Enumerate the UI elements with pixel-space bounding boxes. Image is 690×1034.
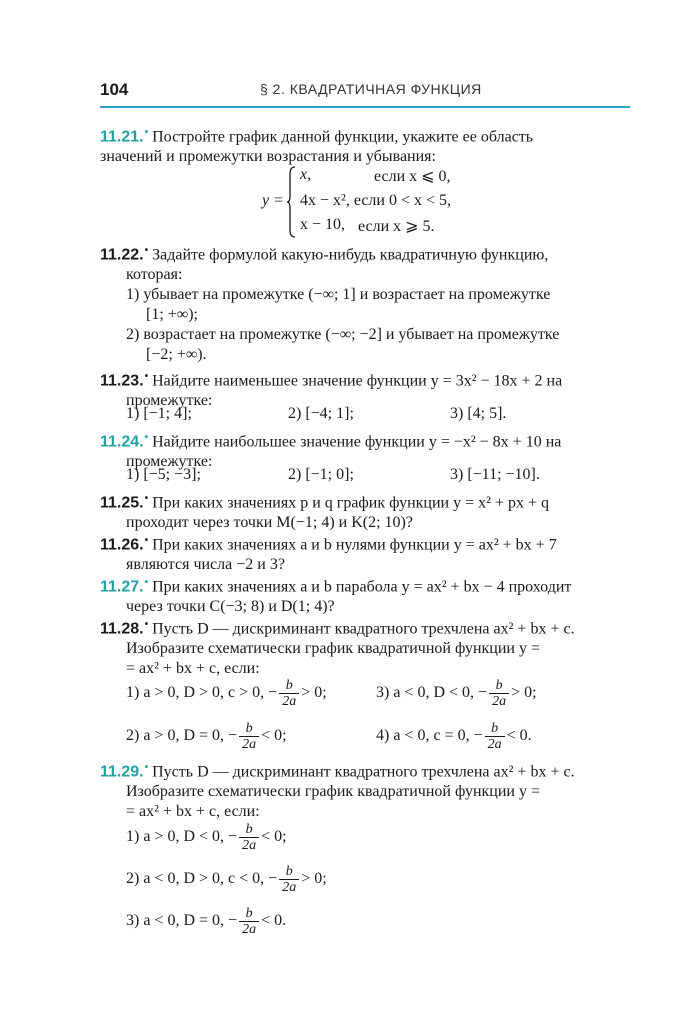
- condition-2: 2) a < 0, D > 0, c < 0, − $\frac{b}{2a}$ > 0;: [126, 864, 327, 895]
- exercise-number: 11.26.: [100, 536, 144, 554]
- exercise-11-22: 11.22.• Задайте формулой какую-нибудь квадратичную функцию, которая: 1) убывает на промежутке (−∞; 1] и возрастает на промежутке [1; +∞); 2) возрастает на промежутке (−∞; −2] и убывает на промежутке [−2; +∞).: [100, 245, 560, 364]
- exercise-number: 11.27.: [100, 578, 144, 596]
- exercise-number: 11.28.: [100, 620, 144, 638]
- condition-1: 1) a > 0, D > 0, c > 0, − $\frac{b}{2a}$ > 0;: [126, 678, 327, 709]
- exercise-11-27: 11.27.• При каких значениях a и b парабола y = ax² + bx − 4 проходит через точки C(−3; 8) и D(1; 4)?: [100, 577, 572, 616]
- piecewise-function: y = x, если x ⩽ 0, 4x − x², если 0 < x < 5, x − 10, если x ⩾ 5.: [262, 164, 502, 240]
- page-number: 104: [100, 80, 129, 99]
- condition-1: 1) a > 0, D < 0, − $\frac{b}{2a}$ < 0;: [126, 822, 287, 853]
- page-header: [100, 80, 630, 106]
- exercise-number: 11.29.: [100, 763, 144, 781]
- brace-icon: [286, 166, 296, 238]
- condition-2: 2) a > 0, D = 0, − $\frac{b}{2a}$ < 0;: [126, 721, 287, 752]
- condition-4: 4) a < 0, c = 0, − $\frac{b}{2a}$ < 0.: [376, 721, 532, 752]
- exercise-number: 11.22.: [100, 246, 144, 264]
- exercise-number: 11.23.: [100, 372, 144, 390]
- condition-3: 3) a < 0, D = 0, − $\frac{b}{2a}$ < 0.: [126, 906, 287, 937]
- header-rule: [100, 106, 630, 108]
- exercise-11-21: 11.21.• Постройте график данной функции, укажите ее область значений и промежутки возрастания и убывания:: [100, 127, 534, 166]
- exercise-number: 11.25.: [100, 494, 144, 512]
- exercise-number: 11.21.: [100, 128, 144, 146]
- exercise-11-28: 11.28.• Пусть D — дискриминант квадратного трехчлена ax² + bx + c. Изобразите схематически график квадратичной функции y = = ax² + bx + c, если:: [100, 619, 575, 678]
- exercise-11-29: 11.29.• Пусть D — дискриминант квадратного трехчлена ax² + bx + c. Изобразите схематически график квадратичной функции y = = ax² + bx + c, если:: [100, 762, 575, 821]
- condition-3: 3) a < 0, D < 0, − $\frac{b}{2a}$ > 0;: [376, 678, 537, 709]
- exercise-11-23: 11.23.• Найдите наименьшее значение функции y = 3x² − 18x + 2 на промежутке:: [100, 371, 563, 410]
- exercise-11-26: 11.26.• При каких значениях a и b нулями функции y = ax² + bx + 7 являются числа −2 и 3?: [100, 535, 557, 574]
- exercise-11-24: 11.24.• Найдите наибольшее значение функции y = −x² − 8x + 10 на промежутке:: [100, 432, 562, 471]
- exercise-11-25: 11.25.• При каких значениях p и q график функции y = x² + px + q проходит через точки M(−1; 4) и K(2; 10)?: [100, 493, 549, 532]
- exercise-number: 11.24.: [100, 433, 144, 451]
- section-title: § 2. КВАДРАТИЧНАЯ ФУНКЦИЯ: [260, 81, 482, 97]
